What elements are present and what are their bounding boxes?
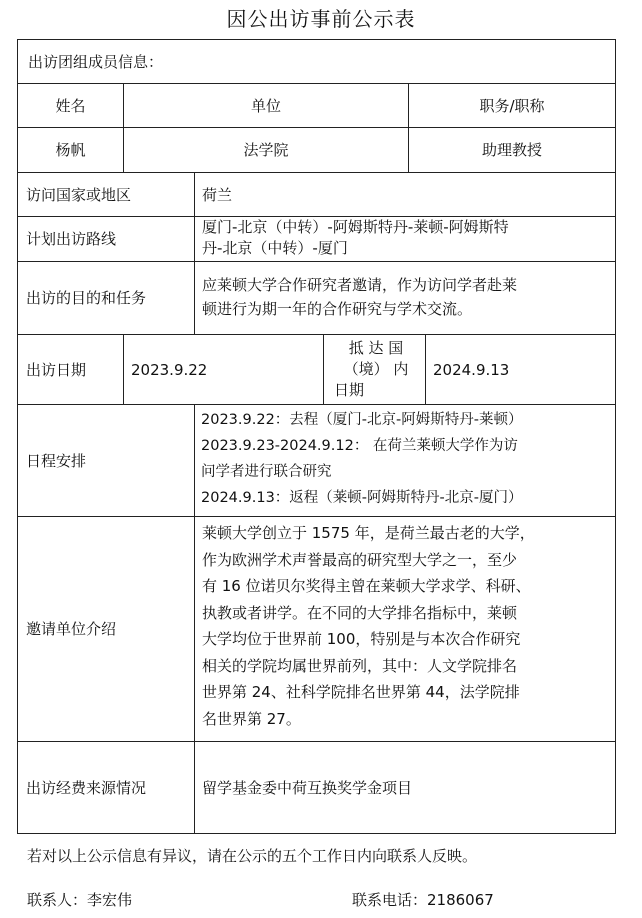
table-border-bottom (17, 833, 616, 834)
route-label: 计划出访路线 (26, 230, 117, 248)
arrival-label: 抵 达 国 （境） 内 日期 (334, 339, 409, 399)
header-unit: 单位 (250, 96, 281, 115)
member-position: 助理教授 (481, 141, 542, 159)
header-name: 姓名 (55, 96, 86, 115)
table-border-right (615, 39, 616, 834)
schedule-value: 2023.9.22：去程（厦门-北京-阿姆斯特丹-莱顿） 2023.9.23-2024.9.12： 在荷兰莱顿大学作为访 问学者进行联合研究 2024.9.13：返程（莱顿-阿姆斯特丹-北京-厦门） (201, 412, 523, 506)
contact-phone: 联系电话：2186067 (352, 891, 494, 909)
table-divider (323, 334, 324, 405)
route-value: 厦门-北京（中转）-阿姆斯特丹-莱顿-阿姆斯特 丹-北京（中转）-厦门 (202, 218, 509, 257)
objection-notice: 若对以上公示信息有异议，请在公示的五个工作日内向联系人反映。 (27, 847, 478, 865)
date-value: 2023.9.22 (131, 360, 208, 379)
header-position: 职务/职称 (479, 96, 545, 115)
contact-person: 联系人：李宏伟 (27, 891, 133, 909)
schedule-label: 日程安排 (26, 451, 87, 470)
funding-label: 出访经费来源情况 (26, 778, 147, 797)
country-label: 访问国家或地区 (26, 185, 132, 204)
date-label: 出访日期 (26, 360, 87, 379)
member-name: 杨帆 (55, 141, 86, 159)
inviter-label: 邀请单位介绍 (26, 620, 117, 638)
page-title: 因公出访事前公示表 (226, 7, 416, 31)
purpose-value: 应莱顿大学合作研究者邀请，作为访问学者赴莱 顿进行为期一年的合作研究与学术交流。 (202, 276, 518, 318)
table-divider (194, 404, 195, 834)
funding-value: 留学基金委中荷互换奖学金项目 (202, 778, 413, 797)
table-divider (123, 334, 124, 405)
member-unit: 法学院 (243, 141, 289, 159)
inviter-value: 莱顿大学创立于 1575 年，是荷兰最古老的大学， 作为欧洲学术声誉最高的研究型大学之一，至少 有 16 位诺贝尔奖得主曾在莱顿大学求学、科研、 执教或者讲学。在不同的大学排名指标中，莱顿 大学均位于世界前 100，特别是与本次合作研究 相关的学院均属世界前列，其中：人文学院排名 世界第 24、社科学院排名世界第 44，法学院排 名世界第 27。 (202, 524, 535, 728)
table-divider (194, 172, 195, 335)
group-info-label: 出访团组成员信息： (28, 52, 164, 71)
purpose-label: 出访的目的和任务 (26, 289, 147, 307)
arrival-value: 2024.9.13 (433, 360, 510, 379)
country-value: 荷兰 (202, 185, 233, 204)
table-divider (425, 334, 426, 405)
